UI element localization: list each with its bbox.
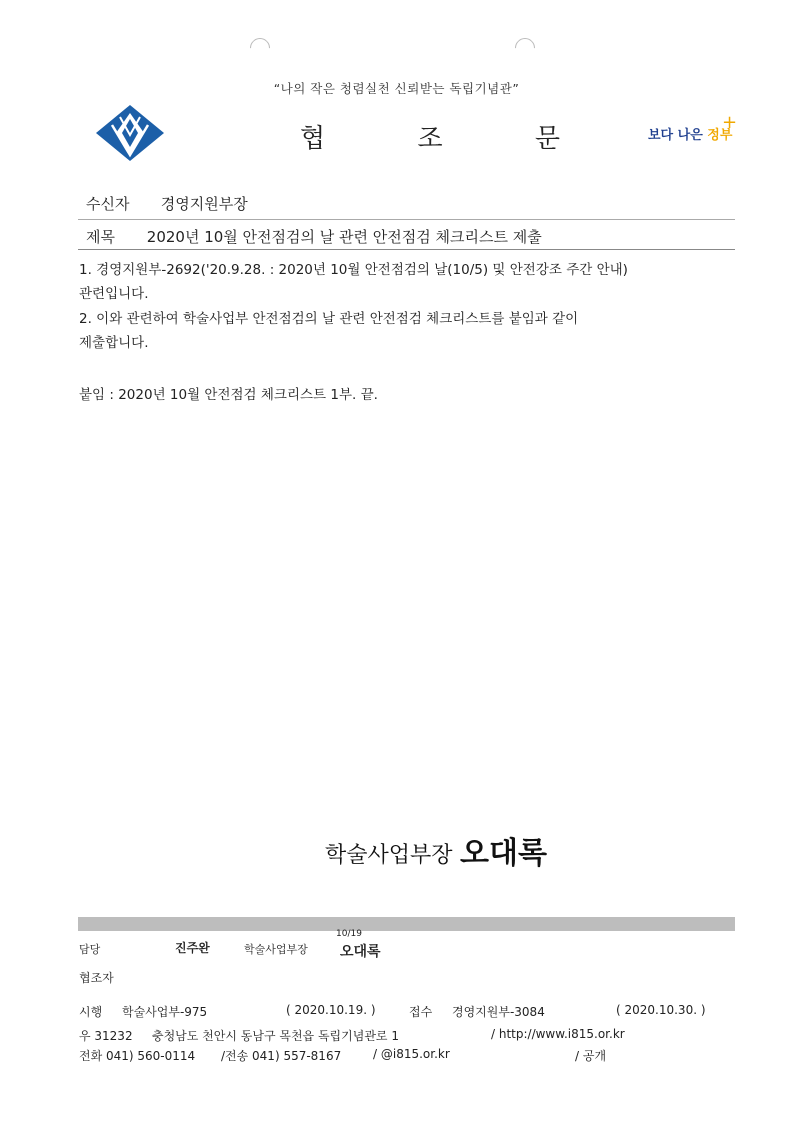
address: 충청남도 천안시 동남구 목천읍 독립기념관로 1 <box>152 1029 399 1043</box>
title-char-1: 협 <box>300 124 326 154</box>
subject-label: 제목 <box>86 228 115 246</box>
signature: 오대록 <box>460 836 547 871</box>
punch-hole-right <box>511 34 539 62</box>
body-line: 제출합니다. <box>79 335 149 351</box>
subject-value: 2020년 10월 안전점검의 날 관련 안전점검 체크리스트 제출 <box>146 228 542 246</box>
slogan: “나의 작은 청렴실천 신뢰받는 독립기념관” <box>273 81 520 96</box>
attachment-line: 붙임 : 2020년 10월 안전점검 체크리스트 1부. 끝. <box>79 387 378 403</box>
head-label: 학술사업부장 <box>244 943 308 956</box>
website-link[interactable]: / http://www.i815.or.kr <box>491 1027 625 1041</box>
body-paragraph-2 <box>79 307 739 355</box>
email: / @i815.or.kr <box>373 1047 450 1061</box>
disclosure-status: / 공개 <box>575 1049 607 1063</box>
divider <box>78 219 735 220</box>
gov-logo-text: 보다 나은 <box>648 128 708 143</box>
footer-bar <box>78 917 735 931</box>
exec-number: 학술사업부-975 <box>122 1005 208 1019</box>
charge-label: 담당 <box>79 943 101 956</box>
receive-label: 접수 <box>409 1005 433 1019</box>
signer-title: 학술사업부장 <box>325 843 453 868</box>
document-title <box>300 118 560 155</box>
gov-logo-plus: + <box>722 112 738 133</box>
fax: /전송 041) 557-8167 <box>221 1049 342 1063</box>
gov-logo-highlight: 정부 <box>707 128 733 143</box>
phone: 전화 041) 560-0114 <box>79 1049 196 1063</box>
organization-logo-icon <box>94 103 166 163</box>
head-signature: 오대록 <box>340 944 381 960</box>
charge-name: 진주완 <box>175 941 210 955</box>
body-line: 2. 이와 관련하여 학술사업부 안전점검의 날 관련 안전점검 체크리스트를 붙임과 같이 <box>79 311 579 327</box>
recipient-label: 수신자 <box>86 195 130 213</box>
body-line: 관련입니다. <box>79 286 149 302</box>
approval-date: 10/19 <box>336 929 362 939</box>
recipient-row <box>86 193 248 214</box>
title-char-2: 조 <box>417 124 443 154</box>
zip-code: 우 31232 <box>79 1029 133 1043</box>
receive-number: 경영지원부-3084 <box>452 1005 545 1019</box>
exec-label: 시행 <box>79 1005 103 1019</box>
government-logo <box>648 112 738 143</box>
receive-date: ( 2020.10.30. ) <box>616 1003 706 1017</box>
punch-hole-left <box>246 34 274 62</box>
divider <box>78 249 735 250</box>
body-paragraph-1 <box>79 258 739 306</box>
subject-row <box>86 226 542 247</box>
title-char-3: 문 <box>534 124 560 154</box>
body-line: 1. 경영지원부-2692('20.9.28. : 2020년 10월 안전점검의 날(10/5) 및 안전강조 주간 안내) <box>79 262 628 278</box>
recipient-value: 경영지원부장 <box>160 195 248 213</box>
exec-date: ( 2020.10.19. ) <box>286 1003 376 1017</box>
cooperator-label: 협조자 <box>79 971 114 985</box>
